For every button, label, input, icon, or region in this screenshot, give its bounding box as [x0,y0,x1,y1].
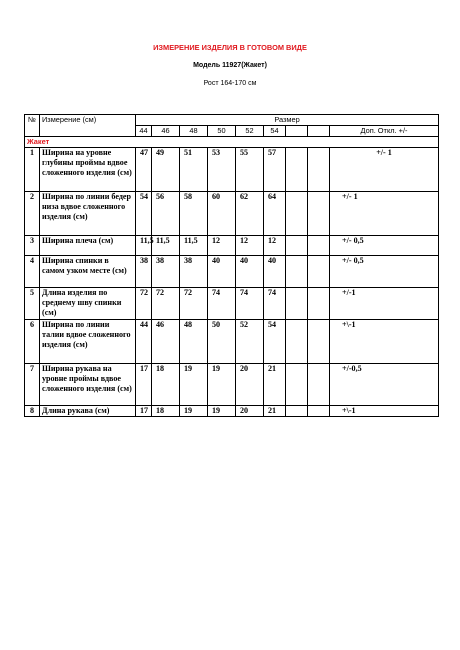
row-tolerance: +/-0,5 [330,364,439,406]
empty-cell [286,148,308,192]
row-size-value: 19 [208,364,236,406]
row-size-value: 72 [136,288,152,320]
row-size-value: 52 [236,320,264,364]
row-size-value: 54 [264,320,286,364]
size-col: 48 [180,126,208,137]
header-tolerance: Доп. Откл. +/- [330,126,439,137]
empty-cell [308,364,330,406]
row-size-value: 21 [264,364,286,406]
header-measure: Измерение (см) [40,115,136,137]
row-size-value: 12 [264,236,286,256]
height-label: Рост 164-170 см [203,80,257,87]
row-size-value: 74 [264,288,286,320]
row-size-value: 57 [264,148,286,192]
row-tolerance: +/- 0,5 [330,256,439,288]
document-title: ИЗМЕРЕНИЕ ИЗДЕЛИЯ В ГОТОВОМ ВИДЕ [153,43,307,52]
row-size-value: 55 [236,148,264,192]
empty-cell [308,236,330,256]
row-tolerance: +/- 1 [330,192,439,236]
row-size-value: 56 [152,192,180,236]
table-row [25,148,439,192]
row-number: 7 [25,364,40,406]
row-size-value: 19 [208,406,236,417]
row-measure-name: Ширина плеча (см) [40,236,136,256]
table-row [25,288,439,320]
row-number: 6 [25,320,40,364]
row-size-value: 54 [136,192,152,236]
row-size-value: 21 [264,406,286,417]
row-number: 4 [25,256,40,288]
empty-cell [286,406,308,417]
row-measure-name: Ширина рукава на уровне проймы вдвое сложенного изделия (см) [40,364,136,406]
table-row [25,406,439,417]
table-header-row [25,115,439,126]
row-size-value: 17 [136,364,152,406]
section-label: Жакет [25,137,439,148]
row-measure-name: Ширина на уровне глубины проймы вдвое сложенного изделия (см) [40,148,136,192]
row-size-value: 51 [180,148,208,192]
row-measure-name: Ширина по линии бедер низа вдвое сложенного изделия (см) [40,192,136,236]
model-label: Модель 11927(Жакет) [193,62,267,69]
empty-cell [286,320,308,364]
row-size-value: 38 [180,256,208,288]
empty-cell [308,288,330,320]
row-tolerance: +/- 0,5 [330,236,439,256]
row-size-value: 53 [208,148,236,192]
row-measure-name: Длина изделия по среднему шву спинки (см) [40,288,136,320]
row-tolerance: +/- 1 [330,148,439,192]
row-measure-name: Длина рукава (см) [40,406,136,417]
empty-col [308,126,330,137]
row-size-value: 40 [264,256,286,288]
table-row [25,192,439,236]
size-col: 54 [264,126,286,137]
size-col: 50 [208,126,236,137]
row-size-value: 50 [208,320,236,364]
row-number: 2 [25,192,40,236]
row-size-value: 62 [236,192,264,236]
row-size-value: 11,5 [152,236,180,256]
row-number: 5 [25,288,40,320]
row-size-value: 11,5 [136,236,152,256]
row-size-value: 38 [136,256,152,288]
empty-cell [308,192,330,236]
empty-cell [308,148,330,192]
row-size-value: 74 [208,288,236,320]
table-row [25,320,439,364]
row-size-value: 40 [236,256,264,288]
row-size-value: 12 [236,236,264,256]
row-size-value: 44 [136,320,152,364]
empty-cell [286,288,308,320]
row-number: 3 [25,236,40,256]
row-size-value: 19 [180,406,208,417]
empty-cell [308,320,330,364]
row-tolerance: +\-1 [330,320,439,364]
table-row [25,236,439,256]
row-size-value: 46 [152,320,180,364]
row-size-value: 38 [152,256,180,288]
size-col: 52 [236,126,264,137]
row-measure-name: Ширина спинки в самом узком месте (см) [40,256,136,288]
row-measure-name: Ширина по линии талии вдвое сложенного изделия (см) [40,320,136,364]
section-row [25,137,439,148]
row-size-value: 17 [136,406,152,417]
table-row [25,364,439,406]
row-size-value: 40 [208,256,236,288]
row-size-value: 49 [152,148,180,192]
empty-cell [308,256,330,288]
row-number: 1 [25,148,40,192]
empty-cell [308,406,330,417]
empty-col [286,126,308,137]
row-size-value: 60 [208,192,236,236]
row-size-value: 72 [180,288,208,320]
size-col: 46 [152,126,180,137]
row-size-value: 64 [264,192,286,236]
row-size-value: 18 [152,364,180,406]
row-size-value: 19 [180,364,208,406]
table-row [25,256,439,288]
empty-cell [286,236,308,256]
row-size-value: 48 [180,320,208,364]
row-size-value: 20 [236,364,264,406]
row-size-value: 74 [236,288,264,320]
row-size-value: 20 [236,406,264,417]
header-size: Размер [136,115,439,126]
row-size-value: 47 [136,148,152,192]
row-size-value: 12 [208,236,236,256]
empty-cell [286,192,308,236]
row-size-value: 18 [152,406,180,417]
row-tolerance: +\-1 [330,406,439,417]
measurement-table [24,114,439,417]
row-number: 8 [25,406,40,417]
row-size-value: 58 [180,192,208,236]
row-size-value: 72 [152,288,180,320]
empty-cell [286,256,308,288]
empty-cell [286,364,308,406]
row-size-value: 11,5 [180,236,208,256]
row-tolerance: +/-1 [330,288,439,320]
header-number: № [25,115,40,137]
size-col: 44 [136,126,152,137]
